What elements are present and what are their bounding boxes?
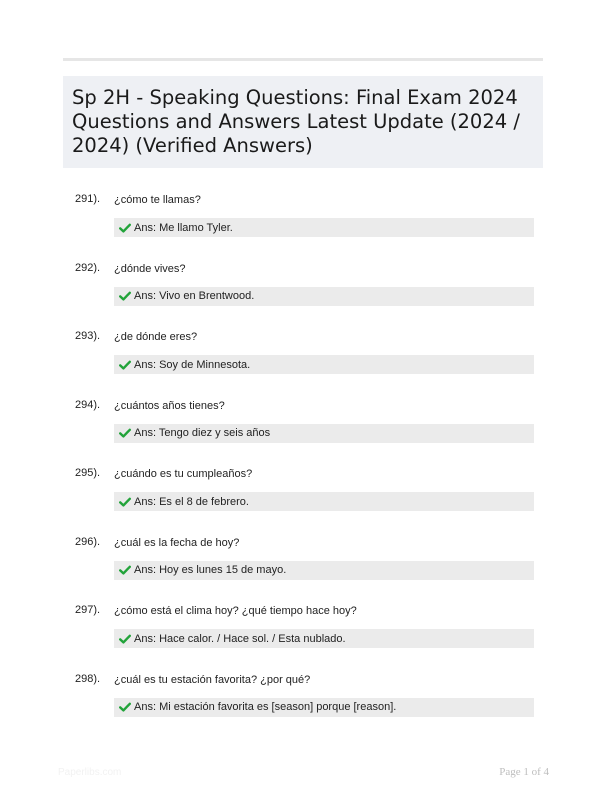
question-number: 297). xyxy=(75,604,101,616)
qa-item xyxy=(0,465,606,534)
answer-box xyxy=(114,355,534,374)
answer-box xyxy=(114,287,534,306)
qa-item xyxy=(0,191,606,260)
question-text: ¿de dónde eres? xyxy=(114,331,198,343)
question-number: 298). xyxy=(75,672,101,685)
answer-box xyxy=(114,629,534,648)
answer-text: Ans: Hace calor. / Hace sol. / Esta nublado. xyxy=(134,632,346,645)
answer-text: Ans: Soy de Minnesota. xyxy=(134,358,251,371)
question-number: 294). xyxy=(75,398,101,411)
question-text: ¿cuál es la fecha de hoy? xyxy=(114,536,240,549)
question-text: ¿cuántos años tienes? xyxy=(114,399,225,412)
qa-item xyxy=(0,260,606,329)
question-text: ¿cómo está el clima hoy? ¿qué tiempo hace hoy? xyxy=(114,605,357,617)
question-number: 296). xyxy=(75,535,101,548)
document-title: Sp 2H - Speaking Questions: Final Exam 2024 Questions and Answers Latest Update (2024 / 2024) (Verified Answers) xyxy=(72,86,520,157)
question-text: ¿dónde vives? xyxy=(114,262,186,275)
check-icon xyxy=(119,564,131,576)
check-icon xyxy=(119,633,131,645)
qa-list xyxy=(0,191,606,739)
page-indicator: Page 1 of 4 xyxy=(499,766,549,778)
answer-text: Ans: Hoy es lunes 15 de mayo. xyxy=(134,564,287,576)
question-number: 291). xyxy=(75,193,101,205)
question-text: ¿cuándo es tu cumpleaños? xyxy=(114,468,253,480)
answer-text: Ans: Me llamo Tyler. xyxy=(134,221,233,234)
check-icon xyxy=(119,496,131,508)
check-icon xyxy=(119,701,131,713)
title-banner xyxy=(63,76,543,168)
question-number: 292). xyxy=(75,261,101,274)
check-icon xyxy=(119,290,131,302)
question-number: 295). xyxy=(75,467,101,479)
answer-box xyxy=(114,218,534,237)
qa-item xyxy=(0,328,606,397)
check-icon xyxy=(119,427,131,439)
qa-item xyxy=(0,397,606,466)
check-icon xyxy=(119,222,131,234)
answer-text: Ans: Mi estación favorita es [season] porque [reason]. xyxy=(134,701,397,713)
answer-text: Ans: Tengo diez y seis años xyxy=(134,427,271,439)
answer-box xyxy=(114,424,534,443)
answer-box xyxy=(114,561,534,580)
qa-item xyxy=(0,602,606,671)
check-icon xyxy=(119,359,131,371)
question-text: ¿cómo te llamas? xyxy=(114,194,201,206)
answer-box xyxy=(114,492,534,511)
answer-box xyxy=(114,698,534,717)
footer-watermark: Paperlibs.com xyxy=(58,767,122,778)
question-number: 293). xyxy=(75,330,101,342)
answer-text: Ans: Vivo en Brentwood. xyxy=(134,290,255,302)
top-divider xyxy=(63,58,543,61)
qa-item xyxy=(0,534,606,603)
question-text: ¿cuál es tu estación favorita? ¿por qué? xyxy=(114,673,311,686)
answer-text: Ans: Es el 8 de febrero. xyxy=(134,495,249,508)
qa-item xyxy=(0,671,606,740)
